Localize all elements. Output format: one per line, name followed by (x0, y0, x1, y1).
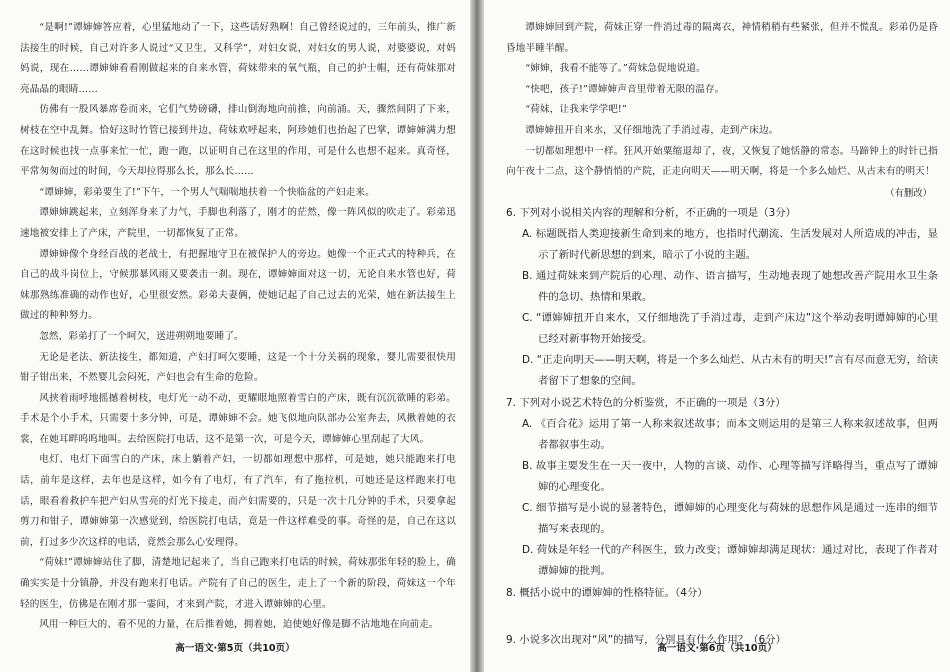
option-d: D. 荷妹是年轻一代的产科医生，致力改变；谭婶婶却满足现状：通过对比，表现了作者对谭婶婶的批判。 (522, 543, 938, 577)
option-b: B. 故事主要发生在一天一夜中，人物的言谈、动作、心理等描写详略得当，重点写了谭婶婶的心理变化。 (522, 459, 938, 493)
exam-page-6 (484, 0, 950, 672)
story-paragraph: 忽然，彩弟打了一个呵欠，送进朔朔地要睡了。 (39, 330, 244, 342)
story-paragraph: “快吧，孩子!”谭婶婶声音里带着无限的温存。 (525, 83, 725, 95)
story-paragraph: 电灯、电灯下面雪白的产床，床上躺着产妇，一切都如理想中那样，可是她，她只能跑来打电话，前年是这样，去年也是这样，如今有了电灯，有了汽车，有了拖拉机，可她还是这样跑来打电话，眼看着救护车把产妇从雪亮的灯光下接走，而产妇需要的，只是一次十几分钟的手术，只要拿起剪刀和钳子，谭婶婶第一次感觉到，给医院打电话，竟是一件这样难受的事。奇怪的是，自己在这以前，打过多少次这样的电话，竟然会那么心安理得。 (20, 454, 456, 548)
option-d: D. “正走向明天——明天啊，将是一个多么灿烂、从古未有的明天!”言有尽而意无穷，给读者留下了想象的空间。 (522, 353, 938, 387)
question-stem: 7. 下列对小说艺术特色的分析鉴赏，不正确的一项是（3分） (506, 396, 786, 409)
question-7 (506, 393, 938, 582)
option-c: C. “谭婶婶扭开自来水，又仔细地洗了手消过毒，走到产床边”这个举动表明谭婶婶的心里已经对新事物开始接受。 (522, 311, 938, 345)
book-gutter (470, 0, 484, 672)
exam-page-5 (0, 0, 470, 672)
story-paragraph: 一切都如理想中一样。狂风开始粟缩退却了，夜，又恢复了她恬静的常态。马蹄钟上的时针已指向午夜十二点，这个静悄悄的产院，正走向明天——明天啊，将是一个多么灿烂、从古未有的明天！ (506, 145, 938, 178)
story-text-right (506, 18, 938, 183)
option-b: B. 通过荷妹来到产院后的心理、动作、语言描写，生动地表现了她想改善产院用水卫生条件的急切、热情和果敢。 (522, 269, 938, 303)
story-text-left (20, 18, 456, 636)
story-paragraph: “是啊!”谭婶婶答应着，心里猛地动了一下，这些话好熟啊！自己曾经说过的，三年前头，推广新法接生的时候，自己对许多人说过“又卫生，又科学”，对妇女说，对妇女的男人说，对婆婆说，对妈妈说，现在……谭婶婶看看刚做起来的自来水管，荷妹带来的氧气瓶，自己的护士帽，还有荷妹那对亮晶晶的眼睛…… (20, 22, 456, 95)
story-paragraph: “婶婶，我看不能等了。”荷妹急促地说道。 (525, 63, 706, 75)
story-paragraph: 谭婶婶扭开自来水，又仔细地洗了手消过毒，走到产床边。 (525, 124, 779, 136)
story-paragraph: “荷妹，让我来学学吧!” (525, 104, 627, 116)
story-paragraph: 谭婶婶回到产院，荷妹正穿一件消过毒的隔离衣，神情稍稍有些紧张，但并不慌乱。彩弟仍是昏昏地半睡半醒。 (506, 22, 938, 54)
story-paragraph: 谭婶婶跳起来，立刻浑身来了力气，手脚也利落了，刚才的茫然，像一阵风似的吹走了。彩弟迅速地被安排上了产床，产院里，一切都恢复了正常。 (20, 207, 456, 239)
source-note: （有删改） (885, 187, 932, 199)
story-paragraph: 风挟着雨呼地摇撼着树枝，电灯光一动不动，更耀眼地照着雪白的产床，既有沉沉欲睡的彩弟。手术是个小手术，只需要十多分钟，可是，谭婶婶不会。她飞似地向队部办公室奔去，风揪着她的衣裳，在她耳畔呜呜地叫。去给医院打电话，这不是第一次，可是今天，谭婶婶心里刮起了大风。 (20, 392, 456, 445)
story-paragraph: “谭婶婶，彩弟要生了!”下午，一个男人气喘喘地扶着一个快临盆的产妇走来。 (39, 186, 375, 198)
question-stem: 6. 下列对小说相关内容的理解和分析，不正确的一项是（3分） (506, 206, 796, 219)
story-paragraph: 仿佛有一股风暴席卷而来，它们气势磅礴，排山倒海地向前推，向前涌。天，骤然间阴了下来，树枝在空中乱舞。恰好这时竹管已接到井边，荷妹欢呼起来，阿珍她们也抬起了巴掌，谭婶婶满力想在这时候也找一点事来忙一忙，跑一跑，以证明自己在这里的作用，可是什么也想不起来。真奇怪，平常匆匆而过的时间，今天却拉得那么长，那么长…… (20, 104, 456, 178)
page-footer: 高一语文·第6页（共10页） (657, 643, 777, 654)
page-footer: 高一语文·第5页（共10页） (175, 643, 295, 654)
option-c: C. 细节描写是小说的显著特色，谭婶婶的心理变化与荷妹的思想作风是通过一连串的细节描写来表现的。 (522, 501, 938, 535)
story-paragraph: “荷妹!”谭婶婶站住了脚，清楚地记起来了，当自己跑来打电话的时候，荷妹那张年轻的脸上，确确实实是十分镇静，并没有跑来打电话。产院有了自己的医生，走上了一个新的阶段，荷妹这一个年轻的医生，仿佛是在刚才那一霎间，才来到产院，才进入谭婶婶的心里。 (20, 557, 456, 610)
option-a: A. 标题既指人类迎接新生命到来的地方，也指时代潮流、生活发展对人所造成的冲击，显示了新时代新思想的到来，暗示了小说的主题。 (522, 227, 938, 261)
story-paragraph: 风用一种巨大的、看不见的力量，在后推着她，拥着她，迫使她好像是脚不沾地地在向前走。 (39, 619, 439, 631)
question-stem: 8. 概括小说中的谭婶婶的性格特征。（4分） (506, 586, 708, 599)
story-paragraph: 无论是老法、新法接生，都知道，产妇打呵欠要睡，这是一个十分关祸的现象，婴儿需要很快用钳子钳出来，不然婴儿会闷死，产妇也会有生命的危险。 (20, 351, 456, 384)
question-stem: 9. 小说多次出现对“风”的描写，分别具有什么作用？（6分） (506, 633, 786, 646)
question-6 (506, 203, 938, 392)
option-a: A. 《百合花》运用了第一人称来叙述故事；而本文则运用的是第三人称来叙述故事，但两者都叙事生动。 (522, 417, 938, 451)
question-8 (506, 583, 938, 604)
story-paragraph: 谭婶婶像个身经百战的老战士，有把握地守卫在被保护人的旁边。她像一个正式式的特种兵，在自己的战斗岗位上，守候那暴风雨又要袭击一刹。现在，谭婶婶面对这一切，无论自来水管也好，荷妹那熟练准确的动作也好，心里很安然。彩弟夫妻俩，使她记起了自己过去的光荣，她在新法接生上做过的种种努力。 (20, 248, 456, 322)
